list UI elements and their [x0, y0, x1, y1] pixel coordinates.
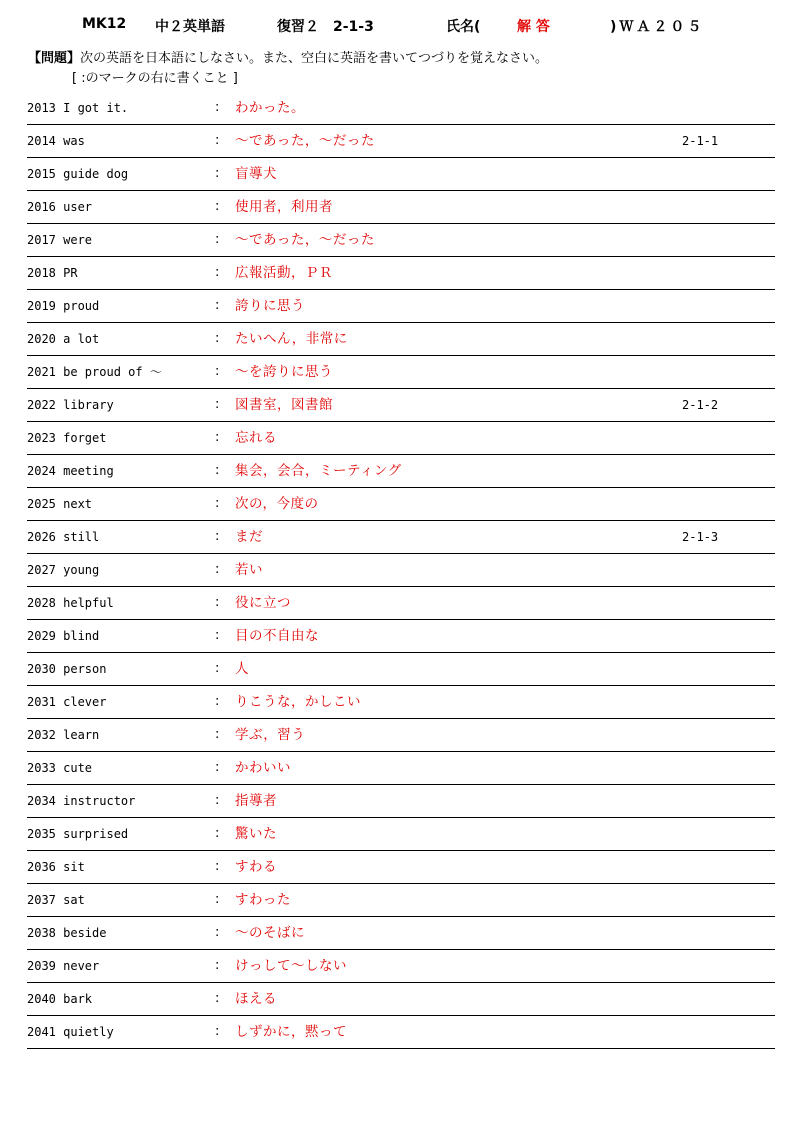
vocab-meaning: 人 — [235, 661, 249, 677]
vocab-row — [27, 389, 775, 422]
vocab-meaning: まだ — [235, 529, 263, 545]
instructions — [28, 51, 768, 67]
answer-colon: : — [215, 958, 220, 973]
vocab-meaning: ～のそばに — [235, 925, 305, 941]
vocab-meaning: 役に立つ — [235, 595, 291, 611]
vocab-word: 2028 helpful — [27, 596, 114, 610]
vocab-row — [27, 290, 775, 323]
vocab-row — [27, 356, 775, 389]
answer-colon: : — [215, 661, 220, 676]
vocab-row — [27, 323, 775, 356]
answer-colon: : — [215, 463, 220, 478]
vocab-word: 2035 surprised — [27, 827, 129, 841]
vocab-word: 2023 forget — [27, 431, 107, 445]
vocab-word: 2016 user — [27, 200, 93, 214]
vocab-row — [27, 488, 775, 521]
vocab-word: 2037 sat — [27, 893, 85, 907]
vocab-word: 2034 instructor — [27, 794, 136, 808]
vocab-row — [27, 983, 775, 1016]
vocab-meaning: ほえる — [235, 991, 277, 1007]
vocab-row — [27, 950, 775, 983]
vocab-row — [27, 422, 775, 455]
answer-colon: : — [215, 595, 220, 610]
answer-colon: : — [215, 892, 220, 907]
answer-colon: : — [215, 529, 220, 544]
section-ref: 2-1-2 — [682, 398, 719, 412]
vocab-row — [27, 719, 775, 752]
answer-colon: : — [215, 265, 220, 280]
vocab-meaning: けっして～しない — [235, 958, 347, 974]
vocab-meaning: 集会，会合，ミーティング — [235, 463, 402, 479]
vocab-row — [27, 521, 775, 554]
answer-colon: : — [215, 925, 220, 940]
vocab-meaning: 使用者，利用者 — [235, 199, 333, 215]
vocab-list — [27, 92, 775, 1049]
vocab-meaning: りこうな，かしこい — [235, 694, 361, 710]
vocab-word: 2027 young — [27, 563, 100, 577]
vocab-meaning: ～であった，～だった — [235, 133, 375, 149]
vocab-word: 2022 library — [27, 398, 114, 412]
vocab-word: 2038 beside — [27, 926, 107, 940]
vocab-meaning: すわった — [235, 892, 291, 908]
answer-colon: : — [215, 1024, 220, 1039]
instruction-text: 次の英語を日本語にしなさい。また、空白に英語を書いてつづりを覚えなさい。 — [80, 51, 549, 66]
problem-tag: 【問題】 — [28, 51, 81, 66]
answer-colon: : — [215, 430, 220, 445]
answer-colon: : — [215, 397, 220, 412]
vocab-word: 2024 meeting — [27, 464, 114, 478]
vocab-row — [27, 818, 775, 851]
vocab-word: 2036 sit — [27, 860, 85, 874]
vocab-row — [27, 455, 775, 488]
vocab-meaning: 誇りに思う — [235, 298, 305, 314]
vocab-meaning: 図書室，図書館 — [235, 397, 333, 413]
answer-colon: : — [215, 496, 220, 511]
vocab-word: 2019 proud — [27, 299, 100, 313]
vocab-row — [27, 1016, 775, 1049]
vocab-row — [27, 851, 775, 884]
vocab-row — [27, 158, 775, 191]
vocab-meaning: 学ぶ，習う — [235, 727, 306, 743]
vocab-word: 2013 I got it. — [27, 101, 129, 115]
review-unit: 復習２ 2-1-3 — [277, 19, 374, 35]
answer-colon: : — [215, 760, 220, 775]
vocab-word: 2021 be proud of ～ — [27, 365, 162, 379]
vocab-word: 2041 quietly — [27, 1025, 114, 1039]
vocab-row — [27, 125, 775, 158]
vocab-word: 2033 cute — [27, 761, 93, 775]
vocab-word: 2020 a lot — [27, 332, 100, 346]
vocab-meaning: 次の，今度の — [235, 496, 319, 512]
vocab-word: 2018 PR — [27, 266, 78, 280]
vocab-word: 2029 blind — [27, 629, 100, 643]
vocab-row — [27, 92, 775, 125]
answer-colon: : — [215, 826, 220, 841]
instruction-note: [ :のマークの右に書くこと ] — [72, 71, 238, 86]
vocab-meaning: わかった。 — [235, 100, 305, 116]
vocab-meaning: たいへん，非常に — [235, 331, 348, 347]
vocab-meaning: かわいい — [235, 760, 291, 776]
vocab-row — [27, 620, 775, 653]
vocab-meaning: すわる — [235, 859, 277, 875]
vocab-word: 2032 learn — [27, 728, 100, 742]
vocab-row — [27, 785, 775, 818]
name-label: 氏名( — [446, 19, 481, 35]
vocab-row — [27, 653, 775, 686]
vocab-word: 2040 bark — [27, 992, 93, 1006]
worksheet-id: )ＷＡ２０５ — [610, 19, 705, 35]
vocab-word: 2026 still — [27, 530, 100, 544]
answer-colon: : — [215, 859, 220, 874]
vocab-meaning: ～を誇りに思う — [235, 364, 333, 380]
vocab-meaning: しずかに，黙って — [235, 1024, 347, 1040]
course-code: MK12 — [82, 16, 127, 32]
vocab-meaning: 忘れる — [235, 430, 277, 446]
answer-colon: : — [215, 364, 220, 379]
vocab-row — [27, 686, 775, 719]
answer-colon: : — [215, 793, 220, 808]
vocab-meaning: ～であった，～だった — [235, 232, 375, 248]
answer-colon: : — [215, 232, 220, 247]
answer-colon: : — [215, 562, 220, 577]
vocab-meaning: 指導者 — [235, 793, 277, 809]
vocab-row — [27, 224, 775, 257]
subject-title: 中２英単語 — [155, 19, 225, 35]
vocab-word: 2030 person — [27, 662, 107, 676]
answer-colon: : — [215, 727, 220, 742]
answer-colon: : — [215, 133, 220, 148]
vocab-word: 2015 guide dog — [27, 167, 129, 181]
vocab-word: 2017 were — [27, 233, 93, 247]
vocab-row — [27, 917, 775, 950]
vocab-meaning: 目の不自由な — [235, 628, 319, 644]
vocab-row — [27, 752, 775, 785]
vocab-meaning: 広報活動，ＰＲ — [235, 265, 333, 281]
answer-colon: : — [215, 331, 220, 346]
answer-colon: : — [215, 199, 220, 214]
vocab-row — [27, 191, 775, 224]
answer-colon: : — [215, 991, 220, 1006]
vocab-row — [27, 884, 775, 917]
vocab-word: 2039 never — [27, 959, 100, 973]
vocab-row — [27, 257, 775, 290]
vocab-row — [27, 554, 775, 587]
answer-colon: : — [215, 628, 220, 643]
vocab-word: 2031 clever — [27, 695, 107, 709]
vocab-row — [27, 587, 775, 620]
vocab-meaning: 若い — [235, 562, 263, 578]
answer-mark: 解 答 — [517, 19, 550, 35]
answer-colon: : — [215, 166, 220, 181]
vocab-word: 2014 was — [27, 134, 85, 148]
section-ref: 2-1-1 — [682, 134, 719, 148]
answer-colon: : — [215, 100, 220, 115]
section-ref: 2-1-3 — [682, 530, 719, 544]
worksheet-header — [0, 16, 794, 38]
vocab-word: 2025 next — [27, 497, 93, 511]
answer-colon: : — [215, 298, 220, 313]
vocab-meaning: 驚いた — [235, 826, 277, 842]
vocab-meaning: 盲導犬 — [235, 166, 277, 182]
answer-colon: : — [215, 694, 220, 709]
